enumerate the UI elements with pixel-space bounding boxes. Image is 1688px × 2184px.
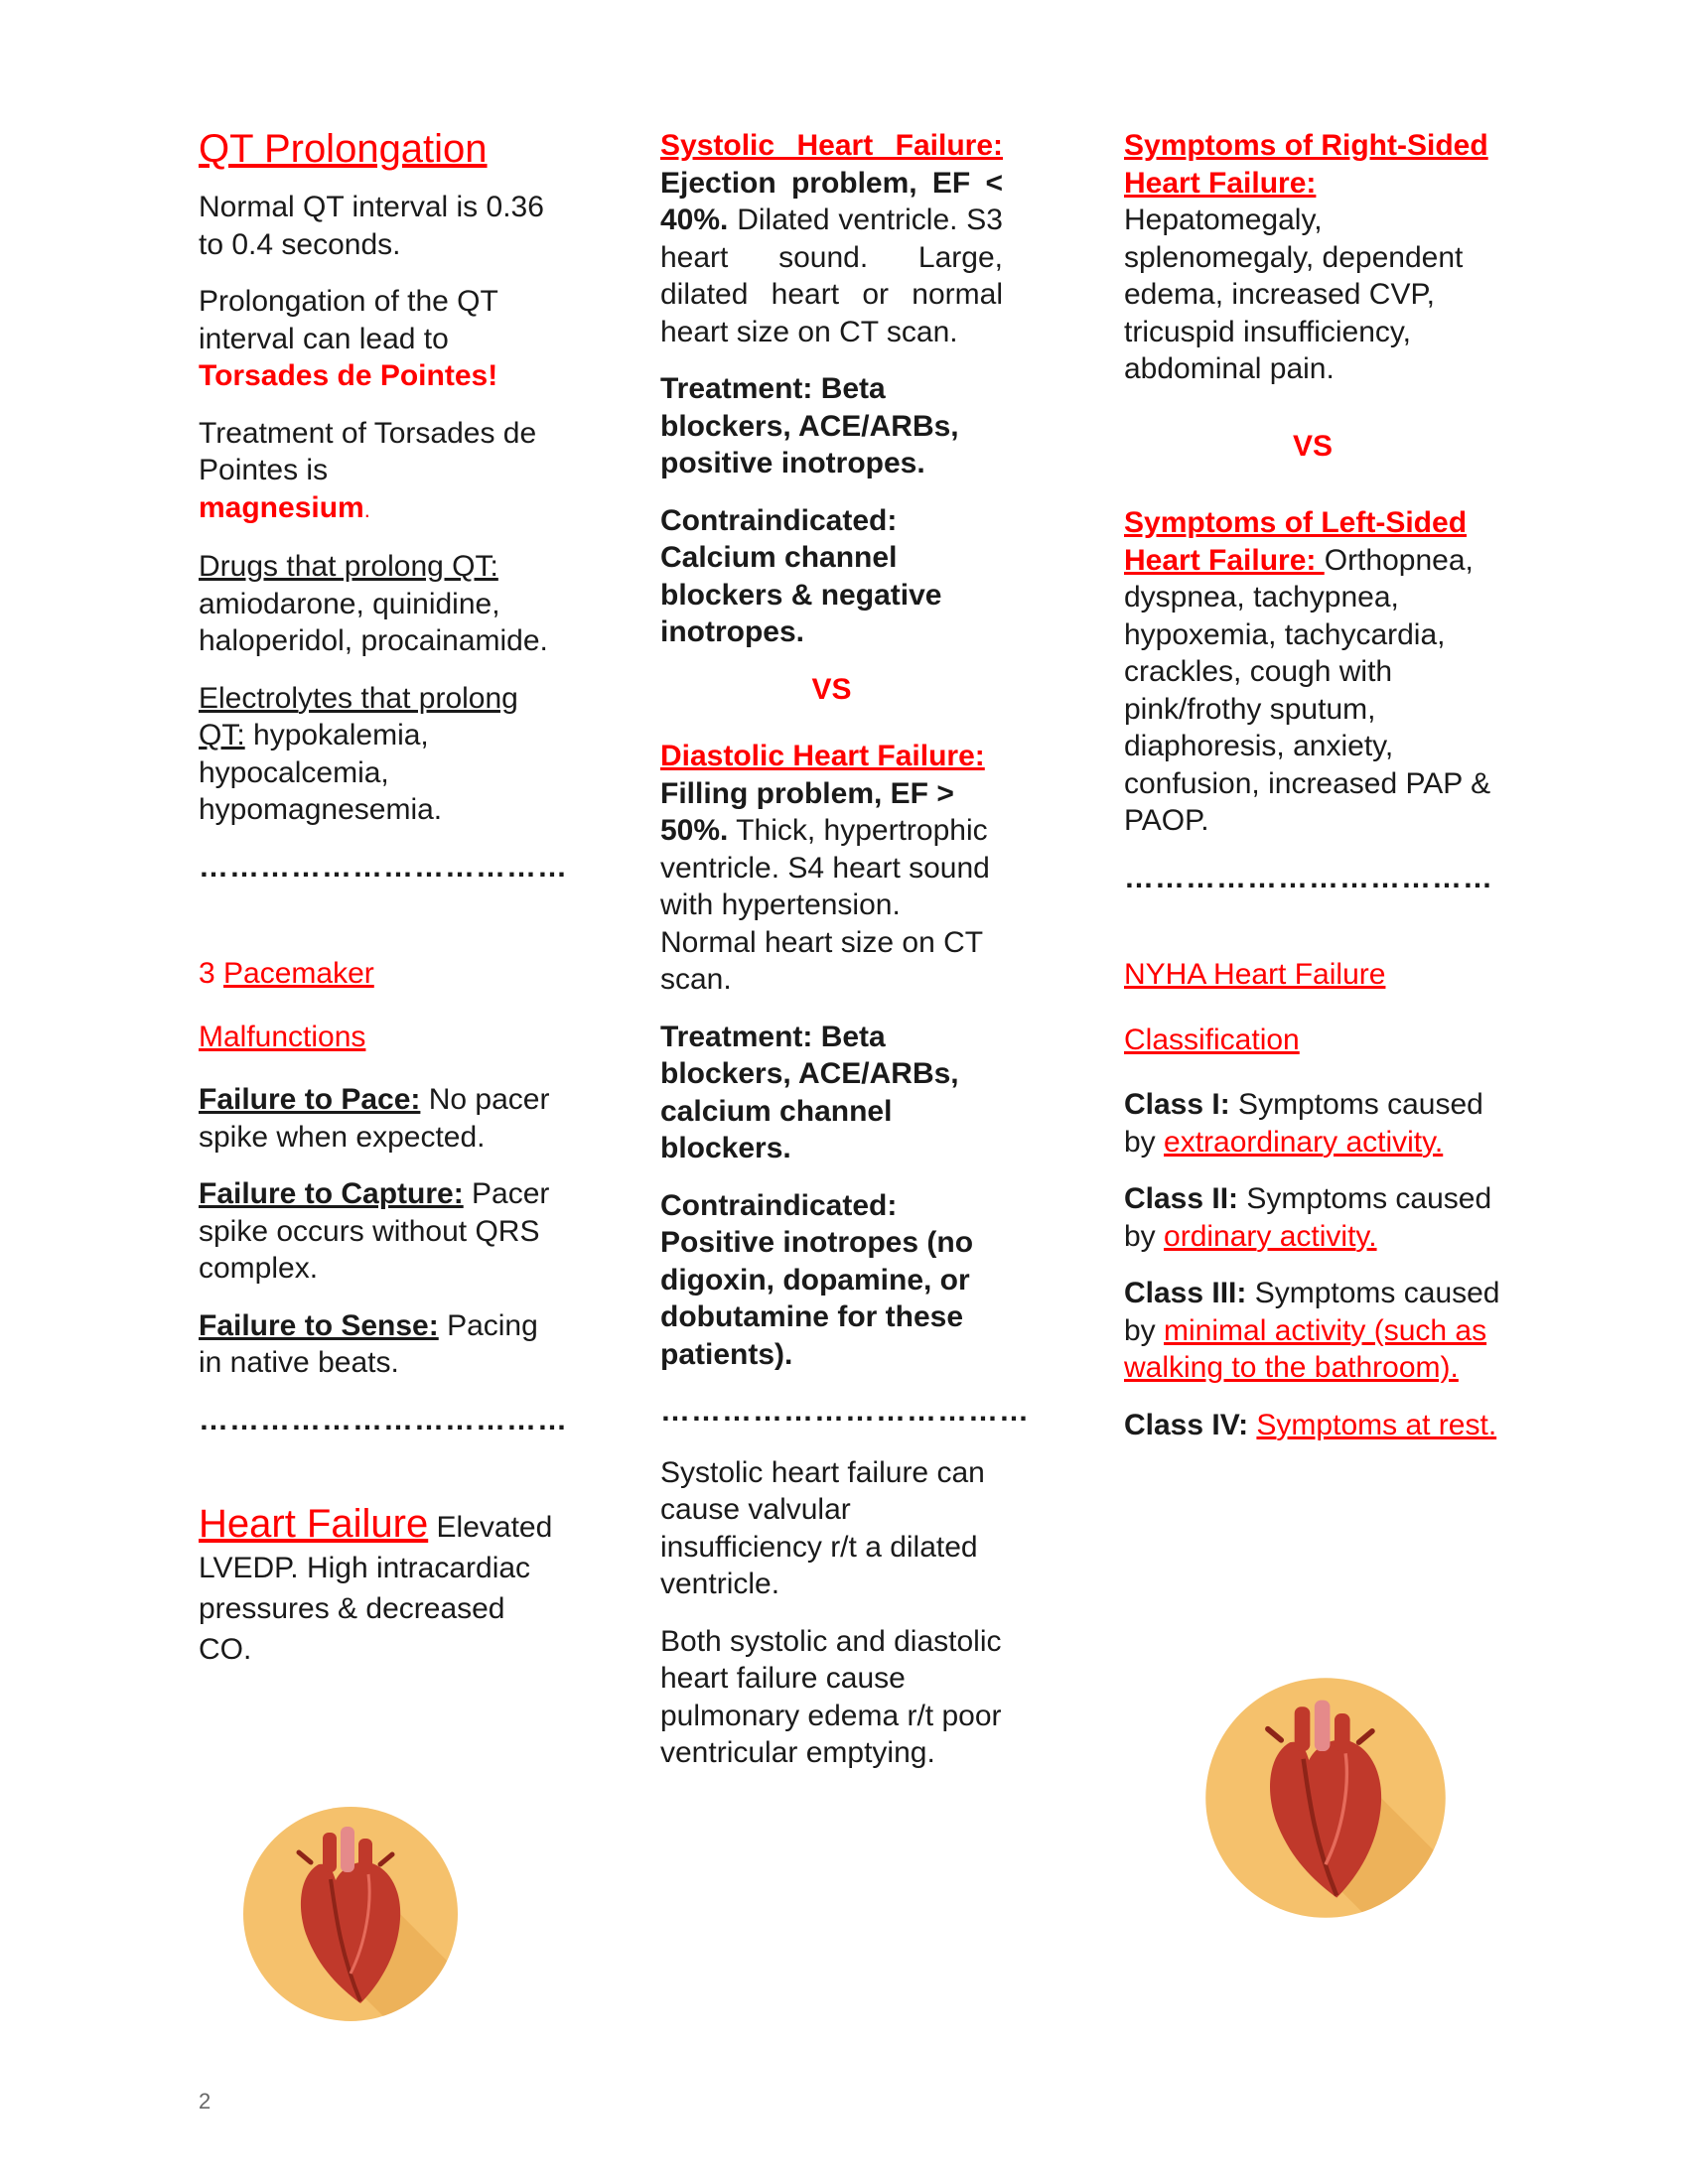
column-left [199, 127, 566, 1690]
diastolic-treatment: Treatment: Beta blockers, ACE/ARBs, calcium channel blockers. [660, 1020, 959, 1164]
divider: ……………………………… [199, 850, 568, 884]
heart-illustration-icon [241, 1805, 460, 2023]
diastolic-paragraph: Diastolic Heart Failure: Filling problem, EF > 50%. Thick, hypertrophic ventricle. S4 heart sound with hypertension. Normal heart size on CT scan. [660, 740, 990, 996]
class-4: Class IV: Symptoms at rest. [1124, 1408, 1497, 1441]
class-3: Class III: Symptoms caused by minimal activity (such as walking to the bathroom). [1124, 1277, 1500, 1384]
left-sided-title: Symptoms of Left-Sided Heart Failure: [1124, 506, 1468, 577]
failure-to-pace: Failure to Pace: No pacer spike when expected. [199, 1083, 550, 1154]
column-right [1124, 127, 1501, 1463]
class-1: Class I: Symptoms caused by extraordinary activity. [1124, 1088, 1483, 1159]
nyha-title: NYHA Heart Failure [1124, 958, 1386, 991]
vs-label: VS [811, 672, 852, 706]
pacemaker-title: 3 Pacemaker [199, 957, 374, 990]
systolic-treatment: Treatment: Beta blockers, ACE/ARBs, positive inotropes. [660, 372, 959, 479]
qt-normal: Normal QT interval is 0.36 to 0.4 seconds. [199, 191, 544, 261]
failure-to-sense: Failure to Sense: Pacing in native beats. [199, 1308, 538, 1379]
note-valvular: Systolic heart failure can cause valvular insufficiency r/t a dilated ventricle. [660, 1455, 985, 1600]
electrolytes-label: Electrolytes that prolong QT: [199, 681, 518, 751]
right-sided-paragraph: Symptoms of Right-Sided Heart Failure: Hepatomegaly, splenomegaly, dependent edema, increased CVP, tricuspid insufficiency, abdominal pain. [1124, 129, 1488, 385]
divider: ……………………………… [1124, 861, 1493, 894]
heart-illustration-icon [1203, 1676, 1448, 1920]
qt-title: QT Prolongation [199, 127, 488, 171]
note-pulmonary-edema: Both systolic and diastolic heart failure cause pulmonary edema r/t poor ventricular emptying. [660, 1624, 1002, 1769]
pacemaker-title-2: Malfunctions [199, 1020, 366, 1053]
torsades-text: Torsades de Pointes! [199, 359, 498, 392]
systolic-paragraph: Systolic Heart Failure: Ejection problem, EF < 40%. Dilated ventricle. S3 heart sound. Large, dilated heart or normal heart size on CT scan. [660, 129, 1003, 348]
nyha-title-2: Classification [1124, 1023, 1300, 1056]
systolic-contraindicated: Contraindicated: Calcium channel blockers & negative inotropes. [660, 503, 942, 648]
heart-failure-paragraph: Heart Failure Elevated LVEDP. High intracardiac pressures & decreased CO. [199, 1502, 553, 1666]
qt-treatment: Treatment of Torsades de Pointes is magnesium. [199, 416, 537, 524]
left-sided-paragraph: Symptoms of Left-Sided Heart Failure: Orthopnea, dyspnea, tachypnea, hypoxemia, tachycardia, crackles, cough with pink/frothy sputum, diaphoresis, anxiety, confusion, increased PAP & PAOP. [1124, 506, 1491, 837]
right-sided-title: Symptoms of Right-Sided Heart Failure: [1124, 129, 1488, 200]
magnesium-text: magnesium [199, 490, 364, 524]
diastolic-contraindicated: Contraindicated: Positive inotropes (no digoxin, dopamine, or dobutamine for these patients). [660, 1188, 974, 1371]
page-number: 2 [199, 2089, 211, 2114]
divider: ……………………………… [199, 1403, 568, 1436]
vs-label: VS [1292, 429, 1334, 463]
heart-failure-title: Heart Failure [199, 1502, 429, 1546]
drugs-label: Drugs that prolong QT: [199, 550, 498, 583]
divider: ……………………………… [660, 1395, 1030, 1428]
failure-to-capture: Failure to Capture: Pacer spike occurs without QRS complex. [199, 1177, 550, 1285]
electrolytes-paragraph: Electrolytes that prolong QT: hypokalemia, hypocalcemia, hypomagnesemia. [199, 681, 518, 826]
diastolic-title: Diastolic Heart Failure: [660, 740, 985, 772]
column-middle [660, 127, 1030, 1792]
class-2: Class II: Symptoms caused by ordinary activity. [1124, 1182, 1492, 1253]
qt-prolong: Prolongation of the QT interval can lead to Torsades de Pointes! [199, 285, 498, 392]
systolic-title: Systolic Heart Failure: [660, 129, 1003, 162]
drugs-paragraph: Drugs that prolong QT: amiodarone, quinidine, haloperidol, procainamide. [199, 550, 548, 657]
